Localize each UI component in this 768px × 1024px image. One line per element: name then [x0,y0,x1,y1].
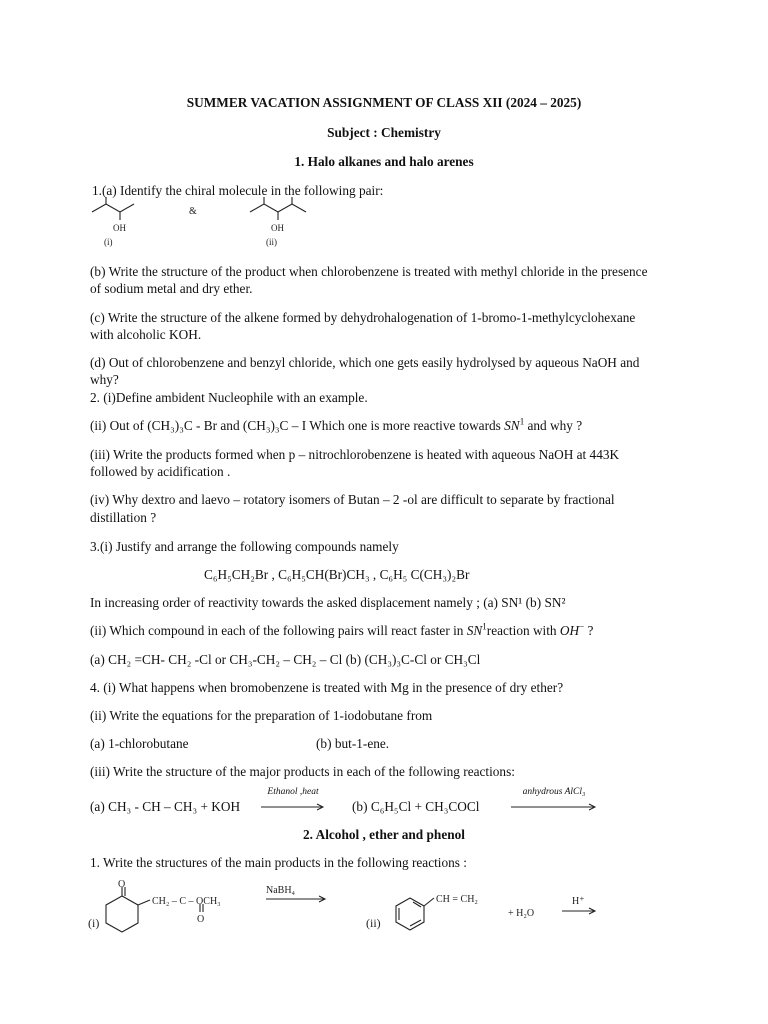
question-2iv-line2: distillation ? [90,510,157,525]
molecule-label-i: (i) [104,237,113,247]
chiral-pair-figure [86,196,326,248]
reactivity-order-line: In increasing order of reactivity towards the asked displacement namely ; (a) SN¹ (b) SN² [90,595,566,610]
reaction-label-i: (i) [88,916,100,930]
question-2ii-text: (ii) Out of (CH₃)₃C - Br and (CH₃)₃C – I Which one is more reactive towards [90,418,505,433]
ampersand: & [189,206,197,217]
acid-catalyst: H⁺ [572,896,585,907]
arrow-icon [510,803,598,811]
question-3ii [90,622,593,639]
subject-heading: Subject : Chemistry [327,125,441,140]
reaction-label-ii: (ii) [366,916,381,930]
question-3ii-text: (ii) Which compound in each of the following pairs will react faster in [90,623,467,638]
sn-symbol: SN [466,623,483,638]
arrow-icon [260,803,326,811]
section-heading-halo: 1. Halo alkanes and halo arenes [294,154,474,169]
reaction-b-equation: (b) C₆H₅Cl + CH₃COCl [352,799,480,814]
oh-label-i: OH [113,223,126,233]
sn-symbol: SN [504,418,520,433]
question-2ii [90,417,582,434]
question-4ii-a: (a) 1-chlorobutane [90,736,189,751]
question-1d-line1: (d) Out of chlorobenzene and benzyl chloride, which one gets easily hydrolysed by aqueous NaOH and [90,355,640,370]
oh-label-ii: OH [271,223,284,233]
page-title: SUMMER VACATION ASSIGNMENT OF CLASS XII (2024 – 2025) [186,95,582,110]
question-1d-line2: why? [90,372,119,387]
question-4ii-b: (b) but-1-ene. [316,736,390,751]
question-3ii-tail: ? [584,623,594,638]
reaction-a-condition: Ethanol ,heat [267,787,319,797]
question-2iii-line1: (iii) Write the products formed when p – nitrochlorobenzene is heated with aqueous NaOH at 443K [90,447,620,462]
sn-order: 1 [482,621,487,632]
question-2i: 2. (i)Define ambident Nucleophile with an example. [90,390,368,405]
reagent-nabh4: NaBH₄ [266,885,296,896]
reaction-b-arrow [510,787,598,816]
molecule-label-ii: (ii) [266,237,277,247]
hydroxide-charge: − [579,621,585,632]
question-3ii-mid: reaction with [486,623,560,638]
question-1b-line1: (b) Write the structure of the product when chlorobenzene is treated with methyl chloride in the presence [90,264,648,279]
ketone-oxygen: O [118,879,126,890]
question-2iv-line1: (iv) Why dextro and laevo – rotatory isomers of Butan – 2 -ol are difficult to separate by fractional [90,492,615,507]
section2-question-1: 1. Write the structures of the main products in the following reactions : [90,855,467,870]
question-4iii: (iii) Write the structure of the major products in each of the following reactions: [90,764,515,779]
question-4ii: (ii) Write the equations for the preparation of 1-iodobutane from [90,708,433,723]
hydroxide-symbol: OH [559,623,580,638]
question-2ii-tail: and why ? [524,418,583,433]
reaction-a-equation: (a) CH₃ - CH – CH₃ + KOH [90,799,241,814]
reaction-b-condition: anhydrous AlCl₃ [522,787,586,797]
compounds-list: C₆H₅CH₂Br , C₆H₅CH(Br)CH₃ , C₆H₅ C(CH₃)₂Br [204,567,470,582]
question-2iii-line2: followed by acidification . [90,464,231,479]
reaction-a-arrow [260,787,326,816]
sn-order: 1 [519,416,525,427]
ester-oxygen: O [197,914,205,925]
vinyl-group: CH = CH₂ [436,894,478,905]
question-3i: 3.(i) Justify and arrange the following compounds namely [90,539,399,554]
question-1b-line2: of sodium metal and dry ether. [90,281,253,296]
compound-pairs: (a) CH₂ =CH- CH₂ -Cl or CH₃-CH₂ – CH₂ – Cl (b) (CH₃)₃C-Cl or CH₃Cl [90,652,481,667]
question-1c-line1: (c) Write the structure of the alkene formed by dehydrohalogenation of 1-bromo-1-methylcyclohexane [90,310,636,325]
question-1c-line2: with alcoholic KOH. [90,327,202,342]
question-4i: 4. (i) What happens when bromobenzene is treated with Mg in the presence of dry ether? [90,680,564,695]
question-1a: 1.(a) Identify the chiral molecule in the following pair: [92,183,384,198]
reaction-figure [84,874,624,936]
ester-chain: CH₂ – C – OCH₃ [152,896,221,907]
section-heading-alcohol: 2. Alcohol , ether and phenol [303,827,465,842]
water-reagent: + H₂O [508,908,535,919]
